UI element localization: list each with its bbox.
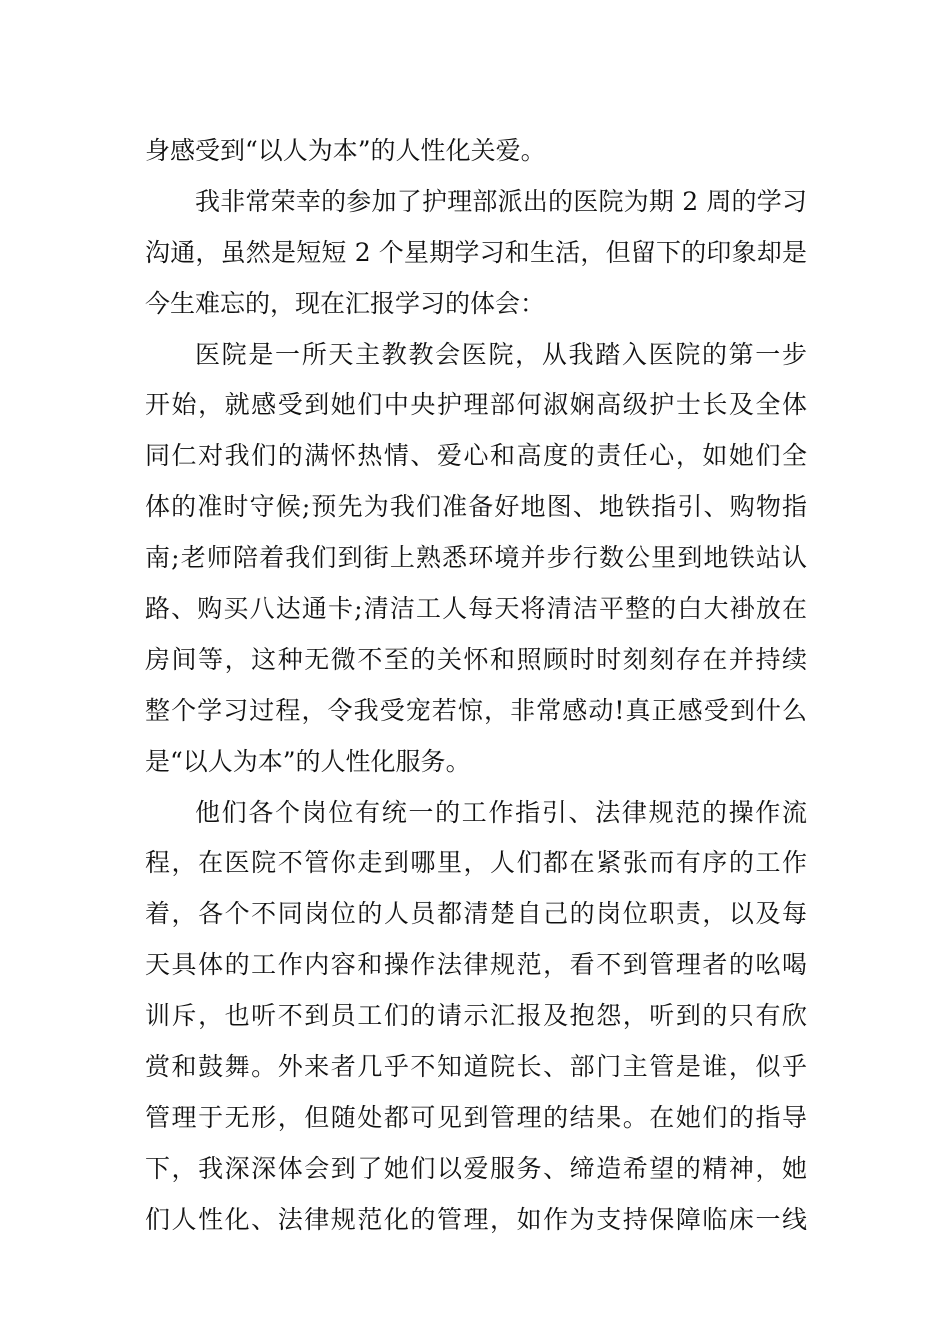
- document-body: [145, 126, 807, 1246]
- paragraph-3-line-6: 路、购买八达通卡;清洁工人每天将清洁平整的白大褂放在: [145, 594, 807, 624]
- paragraph-3-line-8: 整个学习过程，令我受宠若惊，非常感动!真正感受到什么: [145, 695, 807, 725]
- paragraph-4-line-4: 天具体的工作内容和操作法律规范，看不到管理者的吆喝: [145, 950, 807, 980]
- paragraph-3-line-2: 开始，就感受到她们中央护理部何淑娴高级护士长及全体: [145, 390, 807, 420]
- paragraph-4-line-6: 赏和鼓舞。外来者几乎不知道院长、部门主管是谁，似乎: [145, 1052, 807, 1082]
- paragraph-4-line-2: 程，在医院不管你走到哪里，人们都在紧张而有序的工作: [145, 848, 807, 878]
- paragraph-4-line-9: 们人性化、法律规范化的管理，如作为支持保障临床一线: [145, 1204, 807, 1234]
- paragraph-3-line-1: 医院是一所天主教教会医院，从我踏入医院的第一步: [195, 339, 807, 369]
- paragraph-3-line-7: 房间等，这种无微不至的关怀和照顾时时刻刻存在并持续: [145, 644, 807, 674]
- paragraph-2-line-2: 沟通，虽然是短短 2 个星期学习和生活，但留下的印象却是: [145, 237, 807, 267]
- paragraph-3-line-3: 同仁对我们的满怀热情、爱心和高度的责任心，如她们全: [145, 441, 807, 471]
- paragraph-2-line-1: 我非常荣幸的参加了护理部派出的医院为期 2 周的学习: [195, 186, 807, 216]
- paragraph-4-line-3: 着，各个不同岗位的人员都清楚自己的岗位职责，以及每: [145, 899, 807, 929]
- paragraph-1-line-1: 身感受到“以人为本”的人性化关爱。: [145, 136, 546, 165]
- paragraph-3-line-9: 是“以人为本”的人性化服务。: [145, 746, 471, 776]
- paragraph-2-line-3: 今生难忘的，现在汇报学习的体会：: [145, 288, 546, 318]
- paragraph-4-line-8: 下，我深深体会到了她们以爱服务、缔造希望的精神，她: [145, 1153, 807, 1183]
- paragraph-4-line-7: 管理于无形，但随处都可见到管理的结果。在她们的指导: [145, 1102, 807, 1132]
- paragraph-3-line-5: 南;老师陪着我们到街上熟悉环境并步行数公里到地铁站认: [145, 543, 807, 573]
- paragraph-4-line-1: 他们各个岗位有统一的工作指引、法律规范的操作流: [195, 797, 807, 827]
- paragraph-3-line-4: 体的准时守候;预先为我们准备好地图、地铁指引、购物指: [145, 492, 807, 522]
- paragraph-4-line-5: 训斥，也听不到员工们的请示汇报及抱怨，听到的只有欣: [145, 1001, 807, 1031]
